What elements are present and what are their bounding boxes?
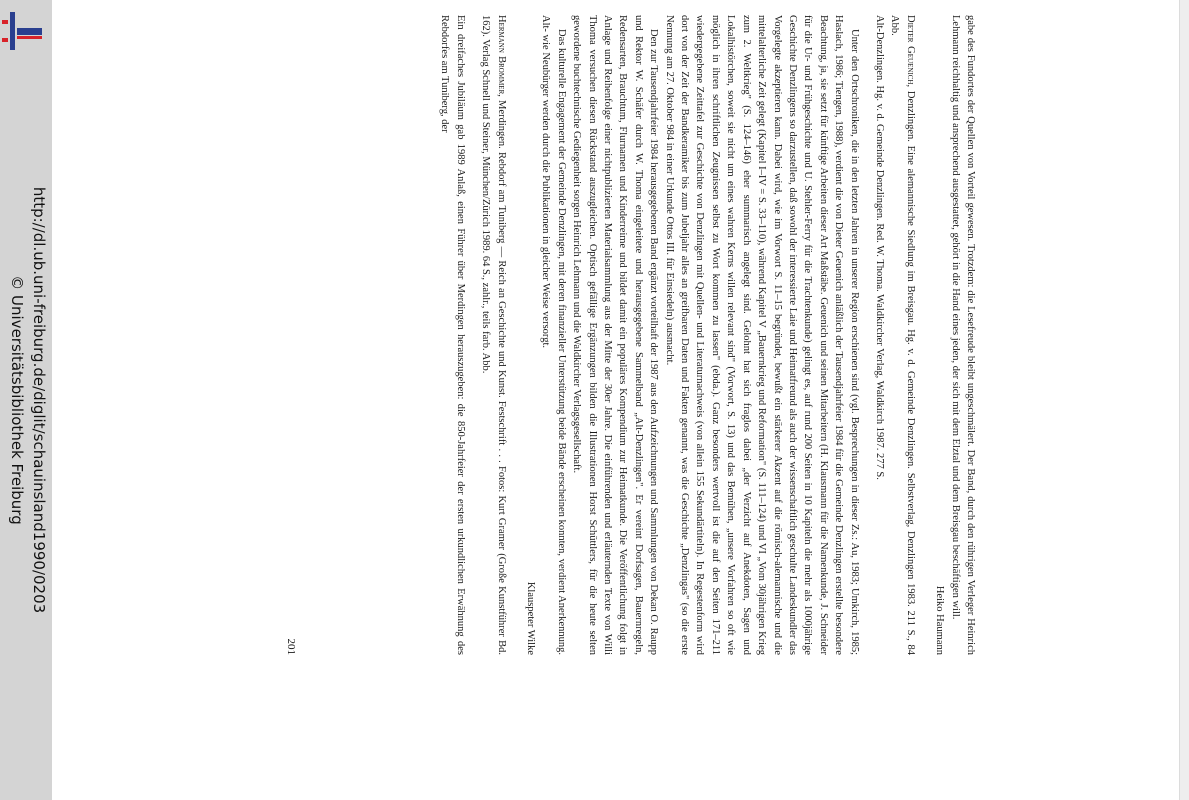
signature-wilke: Klauspeter Wilke [525, 581, 537, 655]
review-geuenich-paragraph-1: Unter den Ortschroniken, die in den letzten Jahren in unserer Region erschienen sind (vgl. Besprechungen in dieser Zs.: Au, 1983; Umkirch, 1985; Haslach, 1986; Tiengen, 1988), verdient die von Dieter Geuenich anläßlich der Tausendjahrfeier 1984 für die Gemeinde Denzlingen erstellte besondere Beachtung, ja, sie setzt für künftige Arbeiten dieser Art Maßstäbe. Geuenich und seinen Mitarbeitern (H. Klausmann für die Namenkunde, J. Schneider für die Ur- und Frühgeschichte und U. Stehler-Ferry für die Trachtenkunde) gelingt es, auf rund 200 Seiten in 10 Kapiteln die mehr als 1000jährige Geschichte Denzlingens so darzustellen, daß sowohl der interessierte Laie und Heimatfreund als auch der wissenschaftlich geschulte Landeskundler das Vorgelegte akzeptieren kann. Dabei wird, wie im Vorwort S. 11–15 begründet, bewußt ein stärkerer Akzent auf die römisch-alemannische und die mittelalterliche Zeit gelegt (Kapitel I–IV = S. 33–110), während Kapitel V „Bauernkrieg und Reformation" (S. 111–124) und VI „Vom 30jährigen Krieg zum 2. Weltkrieg" (S. 124–146) eher summarisch angelegt sind. Gelohnt hat sich fraglos dabei „der Verzicht auf Anekdoten, Sagen und Lokalhistörchen, soweit sie nicht um eines wahren Kerns willen relevant sind" (Vorwort, S. 13) und das Bemühen, „unsere Vorfahren so oft wie möglich in ihren schriftlichen Zeugnissen selbst zu Wort kommen zu lassen" (ebda.). Ganz besonders wertvoll ist die auf den Seiten 171–211 wiedergegebene Zeittafel zur Geschichte von Denzlingen mit Quellen- und Literaturnachweis (von allein 155 Sekundärtiteln). In Regestenform wird dort von der Zeit der Bandkeramiker bis zum Jubeljahr alles an greifbaren Daten und Fakten genannt, was die Geschichte „Denzlingas" (so die erste Nennung am 27. Oktober 984 in einer Urkunde Ottos III. für Einsiedeln) ausmacht. [663, 15, 860, 655]
review-brommer-citation [478, 15, 509, 655]
review-brommer-author: Hermann Brommer [495, 15, 507, 95]
review-geuenich-paragraph-3: Das kulturelle Engagement der Gemeinde Denzlingen, mit deren finanzieller Unterstützung beide Bände erscheinen konnten, verdient Anerkennung. Alt- wie Neubürger werden durch die Publikationen in gleicher Weise versorgt. [540, 15, 567, 655]
scanned-page [258, 15, 978, 655]
review-geuenich-citation-2: Alt-Denzlingen. Hg. v. d. Gemeinde Denzlingen. Red. W. Thoma. Waldkircher Verlag, Waldkirch 1987. 277 S. [873, 15, 885, 480]
review-brommer-citation-text: , Merdingen. Rebdorf am Tuniberg — Reich an Geschichte und Kunst. Festschrift . . . Fotos: Kurt Gramer (Große Kunstführer Bd. 162). Verlag Schnell und Steiner, München/Zürich 1989. 64 S., zahlr., teils farb. Abb. [480, 15, 507, 655]
review-geuenich-author: Dieter Geuenich [904, 15, 916, 85]
page-text-column [437, 15, 978, 655]
scrollbar[interactable] [1179, 0, 1189, 800]
copyright-notice: © Universitätsbibliothek Freiburg [8, 275, 26, 525]
review-geuenich-citation-text: , Denzlingen. Eine alemannische Siedlung im Breisgau. Hg. v. d. Gemeinde Denzlingen. Selbstverlag, Denzlingen 1983. 211 S., 84 Abb. [889, 15, 916, 655]
review-geuenich-citation [887, 15, 918, 655]
page-number: 201 [285, 638, 297, 655]
document-url[interactable]: http://dl.ub.uni-freiburg.de/diglit/schauinsland1990/0203 [30, 186, 48, 614]
intro-paragraph: gabe des Fundortes der Quellen von Vorteil gewesen. Trotzdem: die Lesefreude bleibt ungeschmälert. Der Band, durch den rührigen Verleger Heinrich Lehmann reichhaltig und ansprechend ausgestattet, gehört in die Hand eines jeden, der sich mit dem Elztal und dem Breisgau beschäftigen will. [949, 15, 976, 655]
review-geuenich-paragraph-2: Den zur Tausendjahrfeier 1984 herausgegebenen Band ergänzt vorteilhaft der 1987 aus den Aufzeichnungen und Sammlungen von Dekan O. Raupp und Rektor W. Schäfer durch W. Thoma eingeleitete und herausgegebene Sammelband „Alt-Denzlingen". Er vereint Dorfsagen, Bauernregeln, Redensarten, Brauchtum, Flurnamen und Kinderreime und bildet damit ein populäres Kompendium zur Heimatkunde. Die Veröffentlichung folgt in Anlage und Reihenfolge einer nichtpublizierten Materialsammlung aus der Mitte der 30er Jahre. Die einführenden und erläuternden Texte von Willi Thoma versuchen diesen Rückstand auszugleichen. Optisch gefällige Ergänzungen bilden die Illustrationen Horst Schüttlers, für die heute selten gewordene buchtechnische Gediegenheit sorgen Heinrich Lehmann und die Waldkircher Verlagsgesellschaft. [571, 15, 660, 655]
signature-haumann: Heiko Haumann [934, 585, 946, 655]
citation-strip [2, 10, 50, 790]
review-brommer-paragraph-1: Ein dreifaches Jubiläum gab 1989 Anlaß, einen Führer über Merdingen herauszugeben: die 850-Jahrfeier der ersten urkundlichen Erwähnung des Rebdorfes am Tuniberg, der [439, 15, 466, 655]
library-sidebar [0, 0, 52, 800]
